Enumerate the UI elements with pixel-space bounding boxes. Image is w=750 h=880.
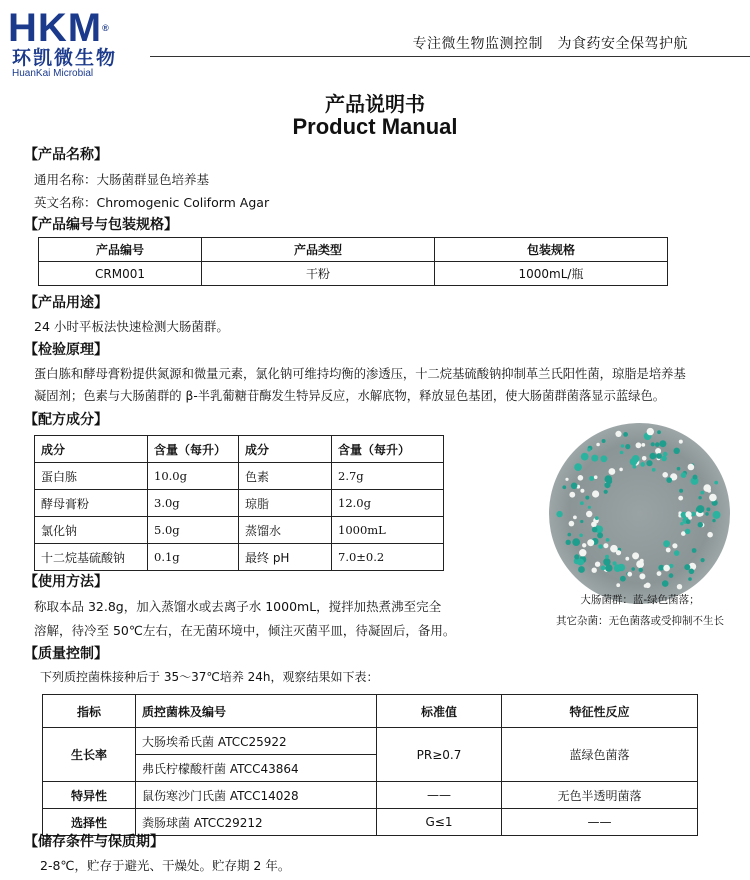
blue-green-colony-dot [602, 439, 606, 443]
qc-header-reaction: 特征性反应 [502, 695, 698, 728]
formula-cell: 琼脂 [239, 490, 332, 517]
qc-header-strain: 质控菌株及编号 [136, 695, 377, 728]
section-heading-qc: 【质量控制】 [24, 646, 108, 662]
qc-header-standard: 标准值 [377, 695, 502, 728]
blue-green-colony-dot [580, 501, 584, 505]
blue-green-colony-dot [659, 440, 666, 447]
white-colony-dot [642, 456, 647, 461]
blue-green-colony-dot [568, 533, 572, 537]
white-colony-dot [707, 489, 711, 493]
blue-green-colony-dot [630, 458, 638, 466]
white-colony-dot [662, 472, 668, 478]
blue-green-colony-dot [639, 568, 643, 572]
white-colony-dot [645, 583, 651, 589]
packaging-header-type: 产品类型 [202, 238, 435, 262]
blue-green-colony-dot [592, 527, 598, 533]
blue-green-colony-dot [650, 453, 657, 460]
blue-green-colony-dot [620, 576, 626, 582]
blue-green-colony-dot [562, 485, 566, 489]
blue-green-colony-dot [646, 460, 652, 466]
white-colony-dot [616, 583, 620, 587]
blue-green-colony-dot [597, 532, 603, 538]
formula-cell: 氯化钠 [35, 517, 148, 544]
formula-cell: 最终 pH [239, 544, 332, 571]
blue-green-colony-dot [692, 548, 697, 553]
white-colony-dot [578, 475, 584, 481]
blue-green-colony-dot [706, 507, 710, 511]
qc-selectivity-label: 选择性 [43, 809, 136, 836]
blue-green-colony-dot [606, 538, 610, 542]
blue-green-colony-dot [605, 555, 609, 559]
blue-green-colony-dot [712, 519, 715, 522]
formula-cell: 3.0g [148, 490, 239, 517]
blue-green-colony-dot [625, 444, 630, 449]
blue-green-colony-dot [688, 577, 692, 581]
blue-green-colony-dot [589, 476, 594, 481]
blue-green-colony-dot [674, 448, 680, 454]
blue-green-colony-dot [556, 511, 562, 517]
white-colony-dot [663, 565, 670, 572]
table-row [35, 490, 444, 517]
blue-green-colony-dot [698, 522, 703, 527]
formula-cell: 0.1g [148, 544, 239, 571]
table-row [43, 782, 698, 809]
blue-green-colony-dot [713, 511, 721, 519]
blue-green-colony-dot [691, 512, 696, 517]
formula-table [34, 435, 444, 571]
blue-green-colony-dot [656, 453, 662, 459]
packaging-table [38, 237, 668, 286]
white-colony-dot [586, 511, 592, 517]
blue-green-colony-dot [661, 456, 667, 462]
blue-green-colony-dot [681, 472, 687, 478]
qc-intro: 下列质控菌株接种后于 35～37℃培养 24h，观察结果如下表： [40, 670, 379, 684]
blue-green-colony-dot [679, 489, 683, 493]
white-colony-dot [616, 550, 621, 555]
blue-green-colony-dot [620, 451, 624, 455]
section-heading-formula: 【配方成分】 [24, 412, 108, 428]
image-caption-line-2: 其它杂菌：无色菌落或受抑制不生长 [556, 615, 724, 627]
blue-green-colony-dot [571, 483, 578, 490]
method-line-1: 称取本品 32.8g，加入蒸馏水或去离子水 1000mL，搅拌加热煮沸至完全 [34, 599, 442, 614]
table-row [43, 728, 698, 755]
blue-green-colony-dot [601, 455, 608, 462]
header-divider [150, 56, 750, 57]
formula-cell: 蛋白胨 [35, 463, 148, 490]
blue-green-colony-dot [585, 496, 589, 500]
white-colony-dot [596, 443, 600, 447]
blue-green-colony-dot [566, 540, 571, 545]
formula-cell: 十二烷基硫酸钠 [35, 544, 148, 571]
qc-growth-standard: PR≥0.7 [377, 728, 502, 782]
blue-green-colony-dot [663, 452, 668, 457]
qc-growth-strain-2: 弗氏柠檬酸杆菌 ATCC43864 [136, 755, 377, 782]
formula-cell: 5.0g [148, 517, 239, 544]
qc-specificity-strain: 鼠伤寒沙门氏菌 ATCC14028 [136, 782, 377, 809]
white-colony-dot [647, 428, 654, 435]
qc-header-indicator: 指标 [43, 695, 136, 728]
blue-green-colony-dot [574, 463, 582, 471]
white-colony-dot [609, 468, 616, 475]
section-heading-usage: 【产品用途】 [24, 295, 108, 311]
white-colony-dot [625, 557, 629, 561]
white-colony-dot [587, 539, 594, 546]
blue-green-colony-dot [604, 490, 608, 494]
formula-cell: 酵母膏粉 [35, 490, 148, 517]
white-colony-dot [707, 532, 713, 538]
white-colony-dot [615, 431, 621, 437]
white-colony-dot [666, 548, 671, 553]
image-caption-line-1: 大肠菌群：蓝-绿色菌落； [580, 594, 700, 606]
blue-green-colony-dot [669, 573, 674, 578]
white-colony-dot [579, 549, 586, 556]
white-colony-dot [685, 511, 691, 517]
blue-green-colony-dot [689, 569, 695, 575]
blue-green-colony-dot [640, 462, 645, 467]
white-colony-dot [569, 492, 575, 498]
white-colony-dot [655, 448, 661, 454]
white-colony-dot [603, 543, 608, 548]
white-colony-dot [677, 584, 682, 589]
table-row [43, 809, 698, 836]
principle-line-2: 凝固剂；色素与大肠菌群的 β-半乳葡糖苷酶发生特异反应，水解底物，释放显色基团，使大肠菌群菌落显示蓝绿色。 [34, 389, 666, 403]
blue-green-colony-dot [698, 496, 701, 499]
section-heading-principle: 【检验原理】 [24, 342, 108, 358]
qc-selectivity-strain: 粪肠球菌 ATCC29212 [136, 809, 377, 836]
formula-header-ingredient-1: 成分 [35, 436, 148, 463]
qc-growth-label: 生长率 [43, 728, 136, 782]
colony-dots [549, 423, 730, 604]
blue-green-colony-dot [655, 442, 660, 447]
formula-cell: 1000mL [332, 517, 444, 544]
formula-cell: 色素 [239, 463, 332, 490]
white-colony-dot [594, 475, 598, 479]
packaging-cell-code: CRM001 [39, 262, 202, 286]
blue-green-colony-dot [674, 550, 680, 556]
white-colony-dot [569, 521, 575, 527]
blue-green-colony-dot [701, 558, 705, 562]
method-line-2: 溶解，待冷至 50℃左右，在无菌环境中，倾注灭菌平皿，待凝固后，备用。 [34, 623, 456, 638]
section-heading-packaging: 【产品编号与包装规格】 [24, 217, 178, 233]
blue-green-colony-dot [605, 475, 613, 483]
blue-green-colony-dot [714, 481, 718, 485]
white-colony-dot [636, 442, 642, 448]
blue-green-colony-dot [578, 566, 585, 573]
logo-mark: HKM® [8, 6, 110, 50]
page-title-en: Product Manual [292, 114, 458, 139]
section-heading-method: 【使用方法】 [24, 574, 108, 590]
logo-english-name: HuanKai Microbial [12, 68, 94, 79]
blue-green-colony-dot [614, 564, 622, 572]
qc-specificity-standard: —— [377, 782, 502, 809]
blue-green-colony-dot [621, 444, 624, 447]
formula-cell: 10.0g [148, 463, 239, 490]
qc-growth-strain-1: 大肠埃希氏菌 ATCC25922 [136, 728, 377, 755]
blue-green-colony-dot [705, 512, 709, 516]
white-colony-dot [641, 443, 645, 447]
usage-text: 24 小时平板法快速检测大肠菌群。 [34, 319, 229, 334]
storage-text: 2-8℃，贮存于避光、干燥处。贮存期 2 年。 [40, 858, 291, 873]
blue-green-colony-dot [574, 554, 579, 559]
formula-cell: 7.0±0.2 [332, 544, 444, 571]
white-colony-dot [679, 440, 683, 444]
principle-line-1: 蛋白胨和酵母膏粉提供氮源和微量元素，氯化钠可维持均衡的渗透压，十二烷基硫酸钠抑制革兰氏阳性菌，琼脂是培养基 [34, 367, 686, 381]
blue-green-colony-dot [680, 522, 683, 525]
white-colony-dot [582, 543, 586, 547]
blue-green-colony-dot [662, 580, 669, 587]
white-colony-dot [565, 478, 568, 481]
blue-green-colony-dot [684, 564, 690, 570]
blue-green-colony-dot [696, 505, 704, 513]
white-colony-dot [580, 489, 584, 493]
white-colony-dot [688, 464, 695, 471]
blue-green-colony-dot [581, 453, 589, 461]
formula-cell: 2.7g [332, 463, 444, 490]
logo-chinese-name: 环凯微生物 [12, 47, 118, 69]
table-row [35, 463, 444, 490]
white-colony-dot [672, 543, 677, 548]
blue-green-colony-dot [601, 566, 606, 571]
blue-green-colony-dot [663, 540, 670, 547]
packaging-header-spec: 包装规格 [435, 238, 668, 262]
qc-selectivity-reaction: —— [502, 809, 698, 836]
blue-green-colony-dot [631, 567, 635, 571]
petri-dish-image [549, 423, 730, 604]
blue-green-colony-dot [686, 519, 691, 524]
blue-green-colony-dot [657, 430, 661, 434]
blue-green-colony-dot [587, 448, 591, 452]
white-colony-dot [573, 516, 577, 520]
formula-cell: 蒸馏水 [239, 517, 332, 544]
qc-specificity-reaction: 无色半透明菌落 [502, 782, 698, 809]
white-colony-dot [709, 494, 717, 502]
white-colony-dot [592, 568, 597, 573]
blue-green-colony-dot [700, 491, 704, 495]
white-colony-dot [632, 552, 639, 559]
page-title-cn: 产品说明书 [325, 92, 425, 116]
packaging-header-code: 产品编号 [39, 238, 202, 262]
header-slogan: 专注微生物监测控制 为食药安全保驾护航 [412, 36, 688, 52]
blue-green-colony-dot [591, 455, 598, 462]
table-row [35, 517, 444, 544]
packaging-cell-type: 干粉 [202, 262, 435, 286]
qc-selectivity-standard: G≤1 [377, 809, 502, 836]
blue-green-colony-dot [652, 468, 656, 472]
blue-green-colony-dot [595, 516, 599, 520]
formula-header-amount-2: 含量（每升） [332, 436, 444, 463]
blue-green-colony-dot [572, 538, 580, 546]
english-name: 英文名称：Chromogenic Coliform Agar [34, 195, 270, 210]
qc-specificity-label: 特异性 [43, 782, 136, 809]
white-colony-dot [678, 496, 683, 501]
qc-growth-reaction: 蓝绿色菌落 [502, 728, 698, 782]
blue-green-colony-dot [579, 534, 583, 538]
blue-green-colony-dot [588, 506, 591, 509]
white-colony-dot [619, 468, 623, 472]
common-name: 通用名称：大肠菌群显色培养基 [34, 172, 210, 187]
section-heading-storage: 【储存条件与保质期】 [24, 834, 164, 850]
white-colony-dot [657, 571, 662, 576]
white-colony-dot [639, 573, 645, 579]
formula-header-amount-1: 含量（每升） [148, 436, 239, 463]
packaging-cell-spec: 1000mL/瓶 [435, 262, 668, 286]
blue-green-colony-dot [651, 442, 655, 446]
white-colony-dot [640, 559, 644, 563]
formula-header-ingredient-2: 成分 [239, 436, 332, 463]
blue-green-colony-dot [580, 520, 583, 523]
qc-table [42, 694, 698, 836]
table-row [35, 544, 444, 571]
blue-green-colony-dot [605, 564, 613, 572]
blue-green-colony-dot [666, 477, 672, 483]
blue-green-colony-dot [677, 467, 681, 471]
section-heading-product-name: 【产品名称】 [24, 147, 108, 163]
white-colony-dot [627, 572, 632, 577]
white-colony-dot [595, 562, 600, 567]
blue-green-colony-dot [623, 432, 628, 437]
white-colony-dot [592, 490, 599, 497]
blue-green-colony-dot [685, 529, 691, 535]
formula-cell: 12.0g [332, 490, 444, 517]
blue-green-colony-dot [693, 475, 698, 480]
blue-green-colony-dot [598, 544, 603, 549]
